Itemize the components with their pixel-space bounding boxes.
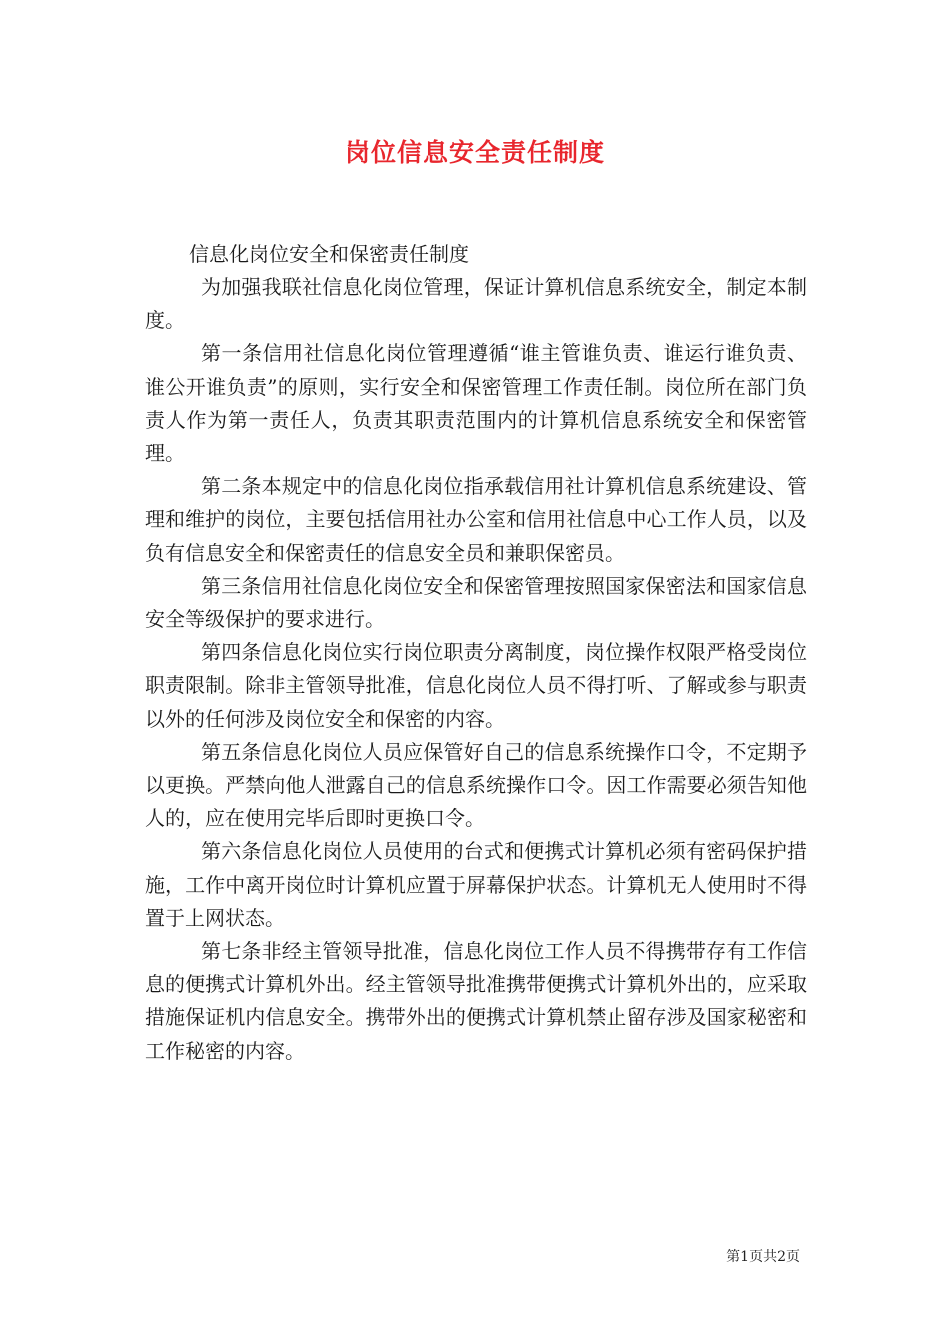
document-subtitle: 信息化岗位安全和保密责任制度: [189, 242, 469, 266]
paragraph-article-6: 第六条信息化岗位人员使用的台式和便携式计算机必须有密码保护措施，工作中离开岗位时计算机应置于屏幕保护状态。计算机无人使用时不得置于上网状态。: [145, 839, 807, 930]
paragraph-article-2: 第二条本规定中的信息化岗位指承载信用社计算机信息系统建设、管理和维护的岗位，主要包括信用社办公室和信用社信息中心工作人员，以及负有信息安全和保密责任的信息安全员和兼职保密员。: [145, 474, 807, 565]
paragraph-article-4: 第四条信息化岗位实行岗位职责分离制度，岗位操作权限严格受岗位职责限制。除非主管领导批准，信息化岗位人员不得打听、了解或参与职责以外的任何涉及岗位安全和保密的内容。: [145, 640, 807, 731]
document-title: 岗位信息安全责任制度: [344, 138, 605, 167]
paragraph-intro: 为加强我联社信息化岗位管理，保证计算机信息系统安全，制定本制度。: [145, 275, 807, 333]
paragraph-article-3: 第三条信用社信息化岗位安全和保密管理按照国家保密法和国家信息安全等级保护的要求进行。: [145, 573, 807, 632]
document-body: [145, 238, 807, 1068]
paragraph-article-1: 第一条信用社信息化岗位管理遵循“谁主管谁负责、谁运行谁负责、谁公开谁负责”的原则，实行安全和保密管理工作责任制。岗位所在部门负责人作为第一责任人，负责其职责范围内的计算机信息系统安全和保密管理。: [145, 341, 807, 466]
paragraph-article-5: 第五条信息化岗位人员应保管好自己的信息系统操作口令，不定期予以更换。严禁向他人泄露自己的信息系统操作口令。因工作需要必须告知他人的，应在使用完毕后即时更换口令。: [145, 739, 807, 831]
page-number-footer: 第1页共2页: [726, 1249, 800, 1265]
paragraph-article-7: 第七条非经主管领导批准，信息化岗位工作人员不得携带存有工作信息的便携式计算机外出。经主管领导批准携带便携式计算机外出的，应采取措施保证机内信息安全。携带外出的便携式计算机禁止留存涉及国家秘密和工作秘密的内容。: [145, 939, 807, 1063]
